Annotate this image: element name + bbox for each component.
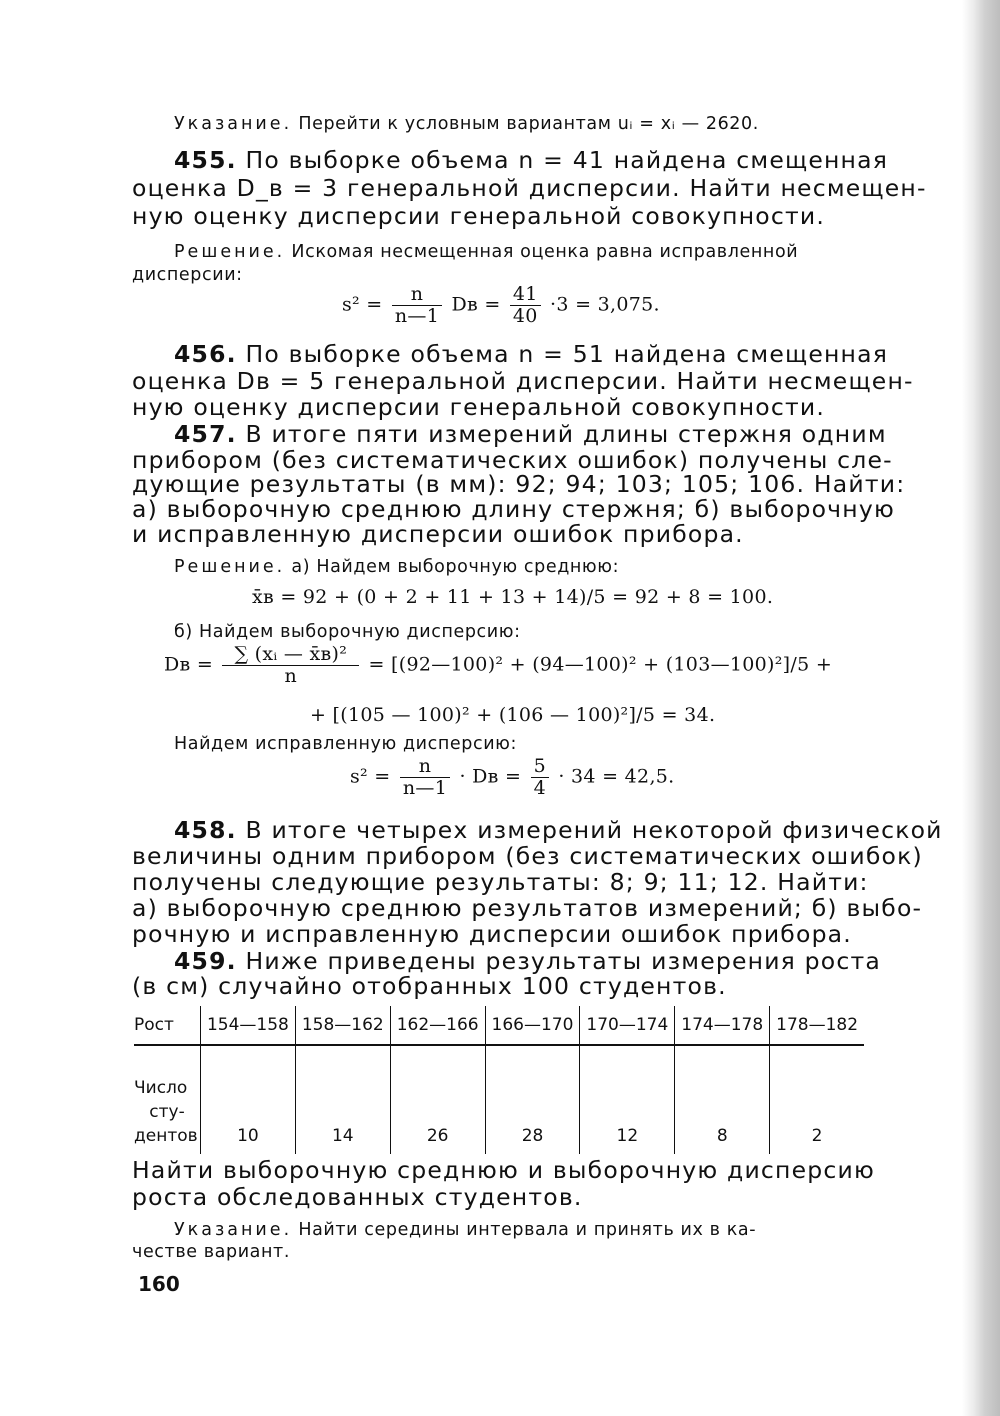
problem-number: 458. xyxy=(174,816,237,844)
problem-456-line-1: 456. По выборке объема n = 51 найдена смещенная xyxy=(174,340,889,368)
problem-458-line-1: 458. В итоге четырех измерений некоторой физической xyxy=(174,816,943,844)
formula-455: s² = $\frac{n}{n—1}$ Dв = $\frac{41}{40}$ ·3 = 3,075. xyxy=(342,283,660,327)
table-header-cell: 154—158 xyxy=(201,1006,296,1045)
hint-459-line-2: честве вариант. xyxy=(132,1242,291,1262)
problem-number: 459. xyxy=(174,947,237,975)
solution-457-b: б) Найдем выборочную дисперсию: xyxy=(174,622,521,642)
problem-455-line-3: ную оценку дисперсии генеральной совокупности. xyxy=(132,202,825,230)
problem-459-after-1: Найти выборочную среднюю и выборочную дисперсию xyxy=(132,1156,875,1184)
table-cell: 26 xyxy=(390,1045,485,1154)
fraction: $\frac{n}{n—1}$ xyxy=(392,284,442,327)
fraction: $\frac{n}{n—1}$ xyxy=(400,756,450,799)
solution-457-a: Решение. а) Найдем выборочную среднюю: xyxy=(174,557,620,577)
corrected-formula: s² = $\frac{n}{n—1}$ · Dв = $\frac{5}{4}$ · 34 = 42,5. xyxy=(350,755,675,799)
table-cell: 10 xyxy=(201,1045,296,1154)
problem-457-line-5: и исправленную дисперсии ошибок прибора. xyxy=(132,520,744,548)
table-header-cell: 166—170 xyxy=(485,1006,580,1045)
table-cell: 14 xyxy=(295,1045,390,1154)
variance-formula-continued: + [(105 — 100)² + (106 — 100)²]/5 = 34. xyxy=(310,704,716,726)
table-header-cell: 174—178 xyxy=(675,1006,770,1045)
solution-label: Решение. xyxy=(174,557,286,577)
table-row xyxy=(134,1045,864,1154)
problem-457-line-4: а) выборочную среднюю длину стержня; б) выборочную xyxy=(132,495,895,523)
hint-454 xyxy=(174,114,759,134)
problem-459-line-2: (в см) случайно отобранных 100 студентов. xyxy=(132,972,727,1000)
problem-456-line-2: оценка Dв = 5 генеральной дисперсии. Найти несмещен- xyxy=(132,367,914,395)
problem-457-line-1: 457. В итоге пяти измерений длины стержня одним xyxy=(174,420,887,448)
problem-455-line-1: 455. По выборке объема n = 41 найдена смещенная xyxy=(174,146,889,174)
problem-458-line-3: получены следующие результаты: 8; 9; 11; 12. Найти: xyxy=(132,868,869,896)
fraction: $\frac{\text{∑ (xᵢ — x̄в)²}}{n}$ xyxy=(222,644,359,687)
table-header-cell: 178—182 xyxy=(770,1006,864,1045)
table-cell: 2 xyxy=(770,1045,864,1154)
problem-456-line-3: ную оценку дисперсии генеральной совокупности. xyxy=(132,393,825,421)
table-row-label: Число сту- дентов xyxy=(134,1078,198,1146)
table-header-cell: 170—174 xyxy=(580,1006,675,1045)
problem-458-line-5: рочную и исправленную дисперсии ошибок прибора. xyxy=(132,920,852,948)
table-header-cell: 158—162 xyxy=(295,1006,390,1045)
solution-label: Решение. xyxy=(174,242,286,262)
problem-458-line-4: а) выборочную среднюю результатов измерений; б) выбо- xyxy=(132,894,923,922)
height-table xyxy=(134,1006,864,1154)
hint-label: Указание. xyxy=(174,1220,293,1240)
variance-formula: Dв = $\frac{\text{∑ (xᵢ — x̄в)²}}{n}$ = [(92—100)² + (94—100)² + (103—100)²]/5 + xyxy=(164,643,833,687)
problem-457-line-3: дующие результаты (в мм): 92; 94; 103; 105; 106. Найти: xyxy=(132,470,906,498)
hint-text: Перейти к условным вариантам uᵢ = xᵢ — 2620. xyxy=(298,114,759,134)
problem-457-line-2: прибором (без систематических ошибок) получены сле- xyxy=(132,446,893,474)
solution-455-line-1: Решение. Искомая несмещенная оценка равна исправленной xyxy=(174,242,799,262)
table-cell: 8 xyxy=(675,1045,770,1154)
mean-formula: x̄в = 92 + (0 + 2 + 11 + 13 + 14)/5 = 92 + 8 = 100. xyxy=(252,586,774,608)
hint-label: Указание. xyxy=(174,114,293,134)
table-header-row xyxy=(134,1006,864,1045)
corrected-label: Найдем исправленную дисперсию: xyxy=(174,734,517,754)
problem-number: 457. xyxy=(174,420,237,448)
table-header-cell: 162—166 xyxy=(390,1006,485,1045)
fraction: $\frac{5}{4}$ xyxy=(531,756,549,799)
table-cell: 28 xyxy=(485,1045,580,1154)
problem-455-line-2: оценка D_в = 3 генеральной дисперсии. Найти несмещен- xyxy=(132,174,927,202)
fraction: $\frac{41}{40}$ xyxy=(510,284,541,327)
problem-number: 455. xyxy=(174,146,237,174)
problem-459-after-2: роста обследованных студентов. xyxy=(132,1183,583,1211)
solution-455-line-2: дисперсии: xyxy=(132,265,243,285)
problem-458-line-2: величины одним прибором (без систематических ошибок) xyxy=(132,842,923,870)
problem-459-line-1: 459. Ниже приведены результаты измерения роста xyxy=(174,947,881,975)
page-number: 160 xyxy=(138,1272,180,1296)
hint-459-line-1: Указание. Найти середины интервала и принять их в ка- xyxy=(174,1220,757,1240)
table-cell: 12 xyxy=(580,1045,675,1154)
table-row-label: Рост xyxy=(134,1006,201,1045)
problem-number: 456. xyxy=(174,340,237,368)
